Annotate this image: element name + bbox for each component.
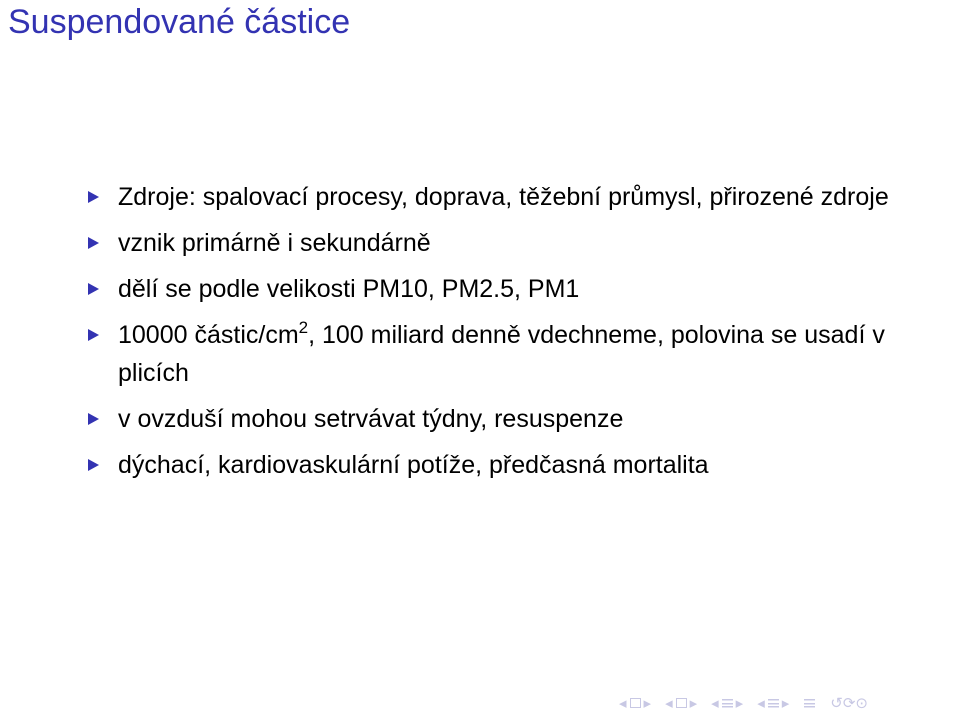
- next-subsection-arrow-icon[interactable]: ▸: [689, 694, 698, 712]
- bullet-text: v ovzduší mohou setrvávat týdny, resuspenze: [118, 404, 624, 433]
- bullet-triangle-icon: [88, 329, 99, 341]
- next-section-arrow-icon[interactable]: ▸: [735, 694, 744, 712]
- list-item: [88, 180, 908, 215]
- bullet-text: Zdroje: spalovací procesy, doprava, těžební průmysl, přirozené zdroje: [118, 183, 889, 211]
- prev-subsection-arrow-icon[interactable]: ◂: [665, 694, 673, 712]
- bullet-triangle-icon: [88, 191, 99, 203]
- subsection-nav: [664, 692, 698, 714]
- slide-title: Suspendované částice: [8, 3, 351, 41]
- superscript: 2: [298, 318, 309, 337]
- frame-icon[interactable]: [630, 698, 641, 708]
- beamer-navigation-bar: [618, 692, 869, 714]
- list-item: [88, 226, 908, 261]
- list-item: [88, 402, 908, 437]
- align-nav: [802, 698, 817, 708]
- slide-icon[interactable]: [768, 698, 779, 708]
- prev-frame-arrow-icon[interactable]: ◂: [619, 694, 627, 712]
- bullet-text-suffix: , 100 miliard denně vdechneme, polovina se usadí v plicích: [118, 321, 885, 387]
- section-nav: [710, 692, 744, 714]
- bullet-text: dýchací, kardiovaskulární potíže, předčasná mortalita: [118, 450, 709, 479]
- list-item: [88, 318, 908, 390]
- bullet-text: dělí se podle velikosti PM10, PM2.5, PM1: [118, 275, 580, 303]
- bullet-triangle-icon: [88, 459, 99, 471]
- bullet-triangle-icon: [88, 283, 99, 295]
- prev-section-arrow-icon[interactable]: ◂: [711, 694, 719, 712]
- frame-nav: [618, 692, 652, 714]
- section-icon[interactable]: [722, 698, 733, 708]
- list-item: [88, 448, 908, 483]
- bullet-list: [88, 180, 908, 494]
- bullet-text-prefix: 10000 částic/cm: [118, 321, 299, 349]
- list-item: [88, 272, 908, 307]
- next-slide-arrow-icon[interactable]: ▸: [781, 694, 790, 712]
- bullet-text: vznik primárně i sekundárně: [118, 229, 431, 257]
- next-frame-arrow-icon[interactable]: ▸: [643, 694, 652, 712]
- search-icon[interactable]: ↺⟳⊙: [830, 694, 868, 712]
- bullet-triangle-icon: [88, 237, 99, 249]
- bullet-triangle-icon: [88, 413, 99, 425]
- align-icon[interactable]: [804, 698, 815, 708]
- subsection-icon[interactable]: [676, 698, 687, 708]
- slide-nav: [756, 692, 790, 714]
- prev-slide-arrow-icon[interactable]: ◂: [757, 694, 765, 712]
